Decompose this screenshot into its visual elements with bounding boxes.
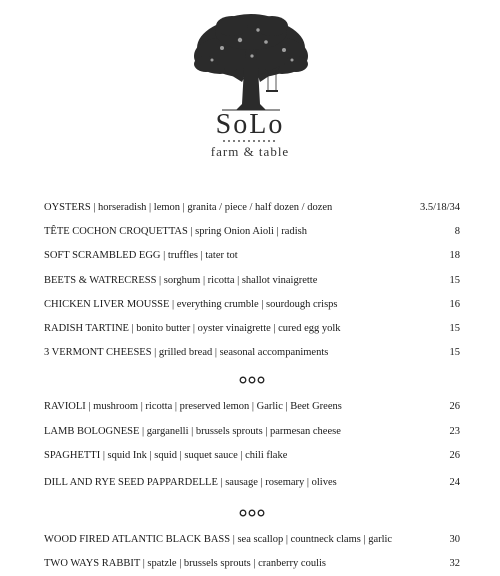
menu-item xyxy=(44,552,460,576)
brand-name: SoLo xyxy=(215,109,285,140)
item-price: 26 xyxy=(449,401,460,413)
item-price: 15 xyxy=(449,322,460,334)
menu-item xyxy=(44,420,460,444)
item-price: 15 xyxy=(449,274,460,286)
menu-section xyxy=(44,395,460,498)
menu-item xyxy=(44,395,460,419)
menu-item xyxy=(44,341,460,365)
item-description: TWO WAYS RABBIT | spatzle | brussels sprouts | cranberry coulis xyxy=(44,558,326,570)
three-circles-icon xyxy=(239,509,265,517)
restaurant-logo xyxy=(0,0,500,170)
item-description: RADISH TARTINE | bonito butter | oyster vinaigrette | cured egg yolk xyxy=(44,322,341,334)
item-description: 3 VERMONT CHEESES | grilled bread | seasonal accompaniments xyxy=(44,347,329,359)
item-description: RAVIOLI | mushroom | ricotta | preserved lemon | Garlic | Beet Greens xyxy=(44,401,342,413)
item-price: 30 xyxy=(449,533,460,545)
menu-item xyxy=(44,468,460,498)
menu-item xyxy=(44,528,460,552)
item-price: 24 xyxy=(449,476,460,488)
item-description: TÊTE COCHON CROQUETTAS | spring Onion Aioli | radish xyxy=(44,226,307,238)
menu-section xyxy=(44,528,460,576)
brand-tagline: farm & table xyxy=(210,144,290,159)
section-divider xyxy=(44,498,460,528)
item-price: 23 xyxy=(449,425,460,437)
item-price: 16 xyxy=(449,298,460,310)
item-price: 8 xyxy=(454,226,460,238)
three-circles-icon xyxy=(239,376,265,384)
section-divider xyxy=(44,365,460,395)
menu-item xyxy=(44,220,460,244)
item-price: 15 xyxy=(449,347,460,359)
menu-item xyxy=(44,317,460,341)
item-description: DILL AND RYE SEED PAPPARDELLE | sausage | rosemary | olives xyxy=(44,476,337,488)
dotted-divider-icon xyxy=(222,139,278,143)
item-description: SOFT SCRAMBLED EGG | truffles | tater tot xyxy=(44,250,238,262)
item-description: CHICKEN LIVER MOUSSE | everything crumble | sourdough crisps xyxy=(44,298,338,310)
item-description: BEETS & WATRECRESS | sorghum | ricotta | shallot vinaigrette xyxy=(44,274,318,286)
menu-item xyxy=(44,293,460,317)
menu-section xyxy=(44,196,460,365)
item-description: SPAGHETTI | squid Ink | squid | suquet sauce | chili flake xyxy=(44,449,288,461)
menu-item xyxy=(44,269,460,293)
menu-item xyxy=(44,244,460,268)
item-price: 32 xyxy=(449,558,460,570)
item-price: 3.5/18/34 xyxy=(420,202,460,213)
oak-tree-icon xyxy=(192,12,310,112)
menu-item xyxy=(44,444,460,468)
item-description: WOOD FIRED ATLANTIC BLACK BASS | sea scallop | countneck clams | garlic xyxy=(44,533,393,545)
menu-item xyxy=(44,196,460,220)
item-description: LAMB BOLOGNESE | garganelli | brussels sprouts | parmesan cheese xyxy=(44,425,341,437)
item-price: 26 xyxy=(449,449,460,461)
item-price: 18 xyxy=(449,250,460,262)
item-description: OYSTERS | horseradish | lemon | granita / piece / half dozen / dozen xyxy=(44,202,333,213)
menu-list xyxy=(44,196,460,576)
